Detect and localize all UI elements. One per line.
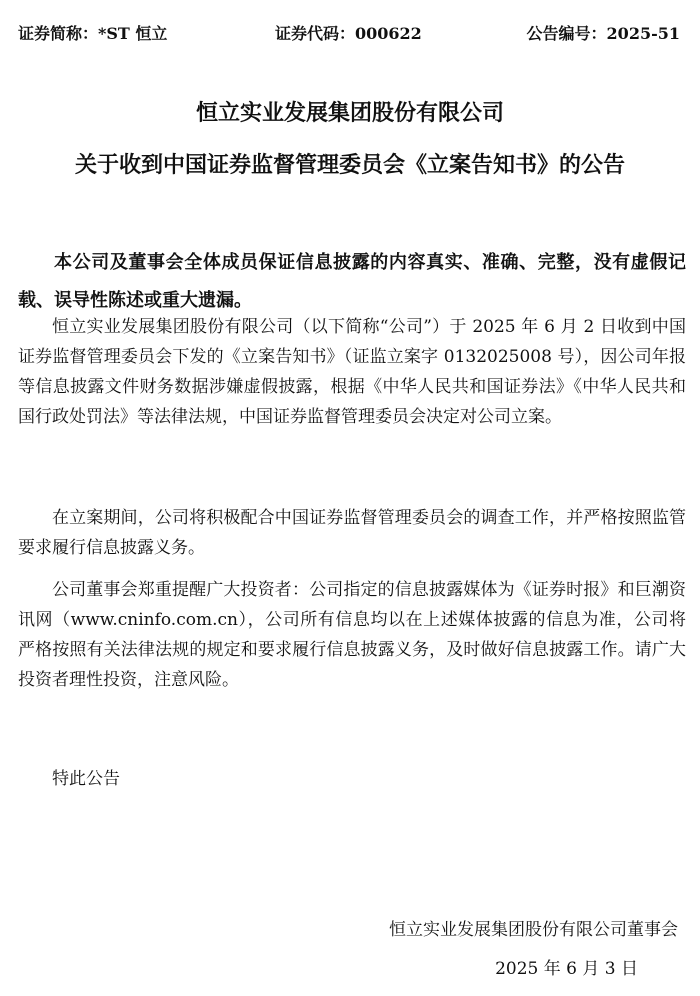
signature-date: 2025 年 6 月 3 日 xyxy=(495,959,638,979)
document-header xyxy=(18,21,680,43)
announcement-title: 关于收到中国证券监督管理委员会《立案告知书》的公告 xyxy=(74,152,625,178)
board-declaration: 本公司及董事会全体成员保证信息披露的内容真实、准确、完整，没有虚假记载、误导性陈述或重大遗漏。 xyxy=(18,252,686,311)
paragraph-investor-reminder: 公司董事会郑重提醒广大投资者：公司指定的信息披露媒体为《证券时报》和巨潮资讯网（www.cninfo.com.cn），公司所有信息均以在上述媒体披露的信息为准，公司将严格按照有关法律法规的规定和要求履行信息披露义务，及时做好信息披露工作。请广大投资者理性投资，注意风险。 xyxy=(18,580,686,690)
paragraph-block-3 xyxy=(18,575,686,695)
paragraph-block-4 xyxy=(18,764,686,794)
paragraph-closing: 特此公告 xyxy=(52,769,120,789)
paragraph-block-2 xyxy=(18,503,686,563)
stock-code: 证券代码：000622 xyxy=(275,24,422,43)
paragraph-cooperation: 在立案期间，公司将积极配合中国证券监督管理委员会的调查工作，并严格按照监管要求履行信息披露义务。 xyxy=(18,508,686,558)
stock-abbreviation: 证券简称：*ST 恒立 xyxy=(18,24,168,43)
announcement-number: 公告编号：2025-51 xyxy=(526,24,680,43)
signature-board: 恒立实业发展集团股份有限公司董事会 xyxy=(389,920,678,940)
paragraph-case-filing: 恒立实业发展集团股份有限公司（以下简称“公司”）于 2025 年 6 月 2 日收到中国证券监督管理委员会下发的《立案告知书》（证监立案字 0132025008 号），因公司年报等信息披露文件财务数据涉嫌虚假披露，根据《中华人民共和国证券法》《中华人民共和国行政处罚法》等法律法规，中国证券监督管理委员会决定对公司立案。 xyxy=(18,317,686,427)
company-title: 恒立实业发展集团股份有限公司 xyxy=(195,100,504,126)
announcement-body xyxy=(18,312,686,432)
